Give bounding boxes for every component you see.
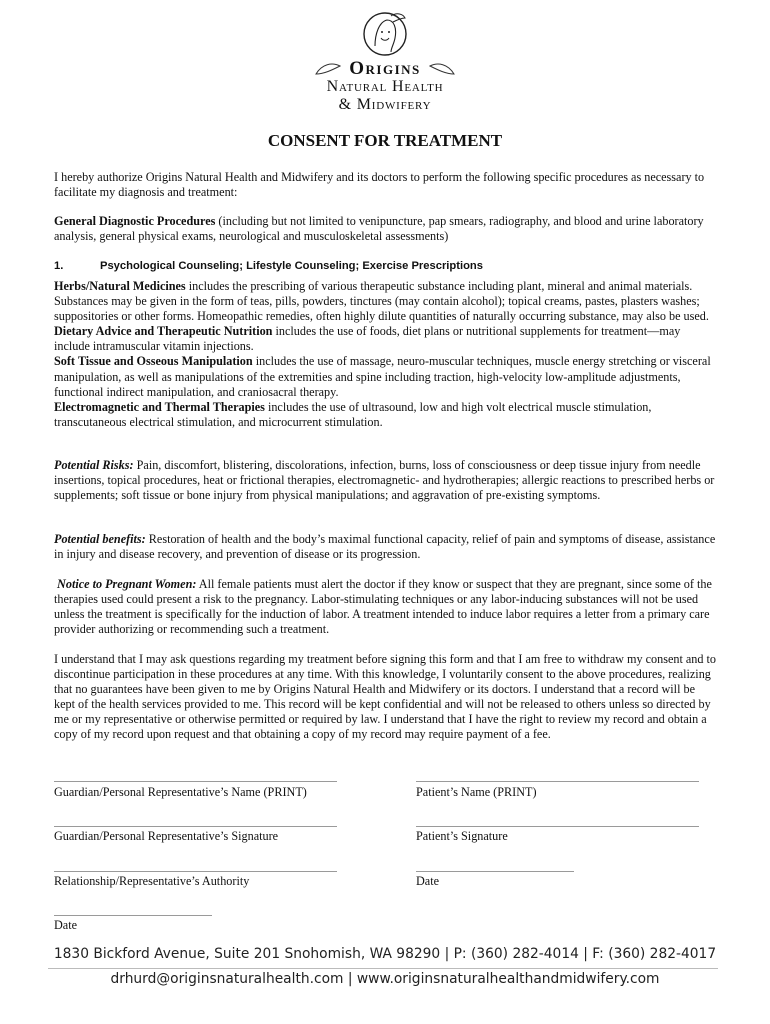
patient-name-label: Patient’s Name (PRINT) [416, 785, 537, 799]
risks-text: Pain, discomfort, blistering, discolorations, infection, burns, loss of consciousness or deep tissue injury from needle insertions, topical procedures, heat or frictional therapies, electromagnetic- and hydrotherapies; allergic reactions to prescribed herbs or supplements; soft tissue or bone injury from physical manipulations; and aggravation of pre-existing symptoms. [54, 458, 715, 503]
risks-heading: Potential Risks: [54, 458, 134, 472]
relationship-line[interactable] [54, 871, 337, 872]
intro-paragraph [54, 170, 719, 200]
benefits-paragraph [54, 532, 719, 562]
general-procedures-paragraph [54, 214, 719, 244]
guardian-signature-label: Guardian/Personal Representative’s Signature [54, 829, 279, 843]
guardian-name-label: Guardian/Personal Representative’s Name (PRINT) [54, 785, 307, 799]
woman-portrait-icon [361, 8, 409, 60]
general-heading: General Diagnostic Procedures [54, 214, 216, 228]
logo-line-2: Natural Health [326, 78, 444, 95]
herbs-heading: Herbs/Natural Medicines [54, 279, 186, 293]
pregnant-text: All female patients must alert the doctor if they know or suspect that they are pregnant, since some of the therapies used could present a risk to the pregnancy. Labor-stimulating techniques or any labor-inducing substances will not be used unless the treatment is specifically for the induction of labor. A treatment intended to induce labor requires a letter from a primary care provider authorizing or recommending such a treatment. [54, 577, 712, 637]
numbered-item-number: 1. [54, 260, 64, 272]
electro-text: includes the use of ultrasound, low and high volt electrical muscle stimulation, transcutaneous electrical stimulation, and microcurrent stimulation. [54, 399, 652, 429]
logo-line-3: & Midwifery [338, 96, 432, 113]
soft-tissue-heading: Soft Tissue and Osseous Manipulation [54, 354, 253, 369]
patient-name-line[interactable] [416, 781, 699, 782]
herbs-text: includes the prescribing of various therapeutic substance including plant, mineral and animal materials. Substances may be given in the form of teas, pills, powders, tinctures (may contain alcohol); topical creams, pastes, plasters washes; suppositories or other forms. Homeopathic remedies, often highly dilute quantities of naturally occurring substance, may also be used. [54, 279, 709, 324]
soft-tissue-text: includes the use of massage, neuro-muscular techniques, muscle energy stretching or visceral manipulation, as well as manipulations of the extremities and spine including traction, high-velocity low-amplitude adjustments, functional indirect manipulation, and craniosacral therapy. [54, 354, 711, 399]
dietary-text: includes the use of foods, diet plans or nutritional supplements for treatment—may include intramuscular vitamin injections. [54, 324, 681, 354]
intro-text: I hereby authorize Origins Natural Health and Midwifery and its doctors to perform the following specific procedures as necessary to facilitate my diagnosis and treatment: [54, 170, 705, 200]
relationship-label: Relationship/Representative’s Authority [54, 874, 250, 888]
page-title: CONSENT FOR TREATMENT [267, 131, 503, 150]
guardian-name-line[interactable] [54, 781, 337, 782]
understand-text: I understand that I may ask questions regarding my treatment before signing this form and that I am free to withdraw my consent and to discontinue participation in these procedures at any time. With this knowledge, I voluntarily consent to the above procedures, realizing that no guarantees have been given to me by Origins Natural Health and Midwifery or its doctors. I understand that a record will be kept of the health services provided to me. This record will be kept confidential and will not be released to others unless so directed by me or my representative or otherwise permitted or required by law. I understand that I have the right to review my record and obtain a copy of my record upon request and that obtaining a copy of my record may require payment of a fee. [54, 652, 717, 742]
pregnant-notice-paragraph [54, 577, 719, 637]
guardian-signature-line[interactable] [54, 826, 337, 827]
risks-paragraph [54, 458, 719, 503]
patient-signature-label: Patient’s Signature [416, 829, 508, 843]
logo-line-1: Origins [349, 58, 421, 79]
clinic-logo [0, 8, 770, 114]
numbered-item-text: Psychological Counseling; Lifestyle Counseling; Exercise Prescriptions [100, 260, 483, 272]
footer-contact: drhurd@originsnaturalhealth.com | www.originsnaturalhealthandmidwifery.com [110, 971, 660, 987]
date-left-label: Date [54, 918, 78, 932]
benefits-text: Restoration of health and the body’s maximal functional capacity, relief of pain and symptoms of disease, assistance in injury and disease recovery, and prevention of disease or its progression. [54, 532, 716, 562]
benefits-heading: Potential benefits: [54, 532, 146, 546]
laurel-leaf-icon [310, 58, 460, 80]
date-left-line[interactable] [54, 915, 212, 916]
therapies-section [54, 279, 719, 430]
general-text: (including but not limited to venipuncture, pap smears, radiography, and blood and urine laboratory analysis, general physical exams, neurological and musculoskeletal assessments) [54, 214, 704, 244]
date-right-label: Date [416, 874, 440, 888]
footer-address: 1830 Bickford Avenue, Suite 201 Snohomish, WA 98290 | P: (360) 282-4014 | F: (360) 282-4017 [53, 946, 717, 962]
pregnant-heading: Notice to Pregnant Women: [57, 577, 197, 591]
patient-signature-line[interactable] [416, 826, 699, 827]
dietary-heading: Dietary Advice and Therapeutic Nutrition [54, 324, 273, 339]
footer-divider [48, 968, 718, 969]
electro-heading: Electromagnetic and Thermal Therapies [54, 399, 265, 414]
date-right-line[interactable] [416, 871, 574, 872]
numbered-item [54, 260, 483, 272]
understand-paragraph [54, 652, 719, 743]
